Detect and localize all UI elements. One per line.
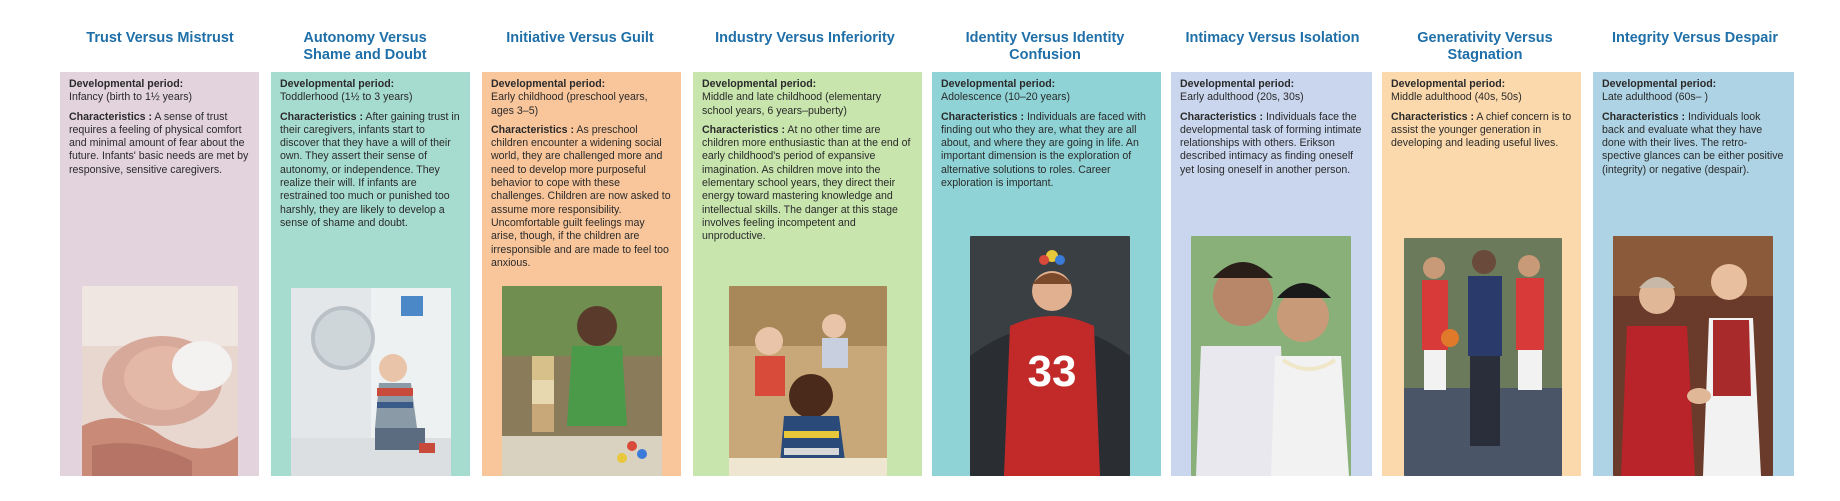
characteristics <box>702 124 913 244</box>
period-text: Middle adulthood (40s, 50s) <box>1391 91 1522 104</box>
photo-elderly-couple <box>1613 236 1773 476</box>
stage-panel-autonomy <box>271 72 470 476</box>
characteristics-label: Characteristics : <box>280 110 364 123</box>
period-text: Adolescence (10–20 years) <box>941 91 1070 104</box>
stage-title-3: Initiative Versus Guilt <box>506 30 654 46</box>
developmental-period <box>702 78 913 118</box>
photo-coach <box>1404 238 1562 476</box>
period-label: Developmental period: <box>491 78 606 90</box>
stage-title-4: Industry Versus Inferiority <box>715 30 895 46</box>
characteristics-label: Characteristics : <box>69 110 153 123</box>
characteristics-label: Characteristics : <box>941 110 1025 123</box>
photo-teen <box>970 236 1130 476</box>
characteristics <box>491 124 672 270</box>
stage-panel-integrity <box>1593 72 1794 476</box>
developmental-period <box>69 78 250 105</box>
period-label: Developmental period: <box>1180 78 1295 90</box>
characteristics-text: At no other time are children more enthusiastic than at the end of early childhood's period of expansive imagination. As children move into the elementary school years, they direct their energy toward mastering knowledge and intellectual skills. The danger at this stage involves feeling incompetent and unproductive. <box>702 123 911 243</box>
characteristics-text: A chief concern is to assist the younger generation in developing and leading useful lives. <box>1391 110 1572 150</box>
period-label: Developmental period: <box>69 78 184 90</box>
stage-title-5: Identity Versus Identity Confusion <box>965 30 1125 63</box>
developmental-period <box>1602 78 1785 105</box>
photo-toddler <box>291 288 451 476</box>
characteristics-label: Characteristics : <box>1602 110 1686 123</box>
developmental-period <box>941 78 1152 105</box>
characteristics-text: Individuals are faced with finding out who they are, what they are all about, and where they are going in life. An important dimension is the exploration of alternative solutions to roles. Career exploration is important. <box>941 110 1146 190</box>
period-label: Developmental period: <box>1391 78 1506 90</box>
stage-panel-generativity <box>1382 72 1581 476</box>
characteristics <box>1180 111 1363 177</box>
stage-panel-intimacy <box>1171 72 1372 476</box>
photo-preschooler <box>502 286 662 476</box>
photo-infant <box>82 286 238 476</box>
characteristics <box>280 111 461 231</box>
period-text: Middle and late childhood (elementary school years, 6 years–puberty) <box>702 91 882 117</box>
characteristics-text: As preschool children encounter a widening social world, they are challenged more and need to develop more purposeful behavior to cope with these challenges. Children are now asked to assume more responsibility. Uncomfortable guilt feelings may arise, though, if the children are irresponsible and are made to feel too anxious. <box>491 123 671 269</box>
stage-panel-initiative <box>482 72 681 476</box>
characteristics-text: A sense of trust requires a feeling of physical comfort and minimal amount of fear about the future. Infants' basic needs are met by responsive, sensitive caregivers. <box>69 110 249 176</box>
period-label: Developmental period: <box>702 78 817 90</box>
period-text: Late adulthood (60s– ) <box>1602 91 1709 104</box>
photo-couple <box>1191 236 1351 476</box>
stage-panel-industry <box>693 72 922 476</box>
characteristics <box>1391 111 1572 151</box>
characteristics-text: Individuals face the developmental task of forming intimate relationships with others. Erikson described intimacy as finding oneself yet losing oneself in another person. <box>1180 110 1362 176</box>
period-text: Toddlerhood (1½ to 3 years) <box>280 91 413 104</box>
period-text: Infancy (birth to 1½ years) <box>69 91 193 104</box>
photo-classroom <box>729 286 887 476</box>
stage-title-6: Intimacy Versus Isolation <box>1185 30 1360 46</box>
characteristics-label: Characteristics : <box>1180 110 1264 123</box>
period-text: Early childhood (preschool years, ages 3–5) <box>491 91 648 117</box>
characteristics <box>941 111 1152 191</box>
period-label: Developmental period: <box>280 78 395 90</box>
characteristics-label: Characteristics : <box>1391 110 1475 123</box>
characteristics-text: After gaining trust in their caregivers, infants start to discover that they have a will of their own. They assert their sense of autonomy, or independence. They realize their will. If infants are restrained too much or punished too harshly, they are likely to develop a sense of shame and doubt. <box>280 110 460 229</box>
stage-title-2: Autonomy Versus Shame and Doubt <box>303 30 427 63</box>
stage-panel-identity <box>932 72 1161 476</box>
characteristics-text: Individuals look back and evaluate what they have done with their lives. The retro-spective glances can be either positive (integrity) or negative (despair). <box>1602 110 1784 176</box>
developmental-period <box>491 78 672 118</box>
period-label: Developmental period: <box>941 78 1056 90</box>
characteristics <box>69 111 250 177</box>
stage-title-1: Trust Versus Mistrust <box>86 30 234 46</box>
period-label: Developmental period: <box>1602 78 1717 90</box>
developmental-period <box>280 78 461 105</box>
stage-panel-trust <box>60 72 259 476</box>
characteristics <box>1602 111 1785 177</box>
jersey-number: 33 <box>1027 347 1077 396</box>
stage-title-7: Generativity Versus Stagnation <box>1417 30 1553 63</box>
stage-title-8: Integrity Versus Despair <box>1611 30 1778 46</box>
characteristics-label: Characteristics : <box>702 123 786 136</box>
characteristics-label: Characteristics : <box>491 123 575 136</box>
developmental-period <box>1180 78 1363 105</box>
developmental-period <box>1391 78 1572 105</box>
period-text: Early adulthood (20s, 30s) <box>1180 91 1304 104</box>
